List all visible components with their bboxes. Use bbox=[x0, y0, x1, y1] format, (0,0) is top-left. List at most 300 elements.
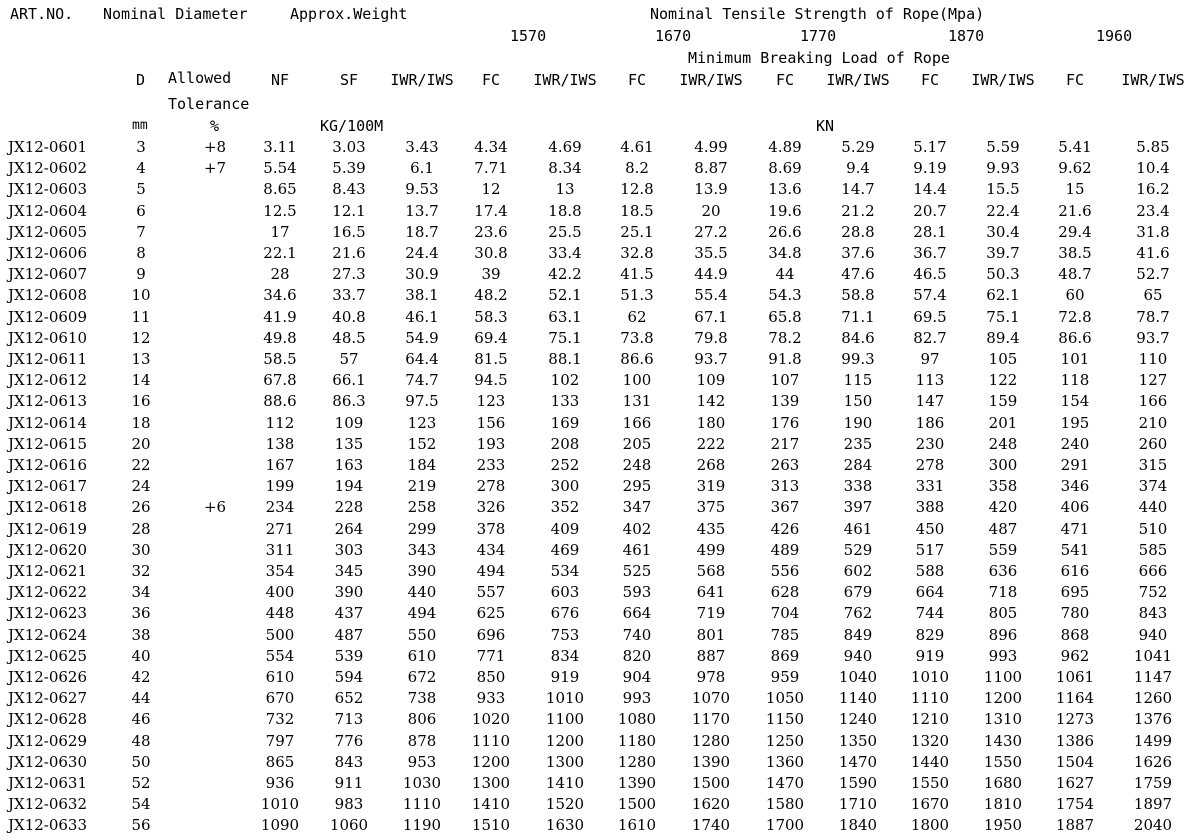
cell-value: 54.9 bbox=[405, 329, 439, 347]
cell-value: 190 bbox=[843, 414, 873, 432]
cell-value: 6.1 bbox=[410, 159, 434, 177]
header-col-sf: SF bbox=[340, 71, 359, 89]
cell-value: 176 bbox=[770, 414, 800, 432]
header-min-breaking: Minimum Breaking Load of Rope bbox=[688, 49, 950, 67]
cell-value: 42.2 bbox=[548, 265, 582, 283]
cell-value: 41.6 bbox=[1136, 244, 1170, 262]
cell-value: 953 bbox=[407, 753, 437, 771]
cell-value: 15.5 bbox=[986, 180, 1020, 198]
cell-value: 568 bbox=[696, 562, 726, 580]
cell-value: 133 bbox=[550, 392, 580, 410]
cell-value: 8.87 bbox=[694, 159, 728, 177]
cell-value: 23.6 bbox=[474, 223, 508, 241]
header-col-label: IWR/IWS bbox=[1121, 71, 1185, 89]
cell-value: 235 bbox=[843, 435, 873, 453]
cell-value: 695 bbox=[1060, 583, 1090, 601]
cell-value: 93.7 bbox=[1136, 329, 1170, 347]
cell-value: 625 bbox=[476, 604, 506, 622]
cell-art-no: JX12-0627 bbox=[8, 689, 88, 707]
cell-value: 1410 bbox=[545, 774, 585, 792]
cell-value: 31.8 bbox=[1136, 223, 1170, 241]
cell-value: 295 bbox=[622, 477, 652, 495]
cell-value: 367 bbox=[770, 498, 800, 516]
cell-value: 86.6 bbox=[620, 350, 654, 368]
cell-value: 1273 bbox=[1055, 710, 1095, 728]
cell-value: 21.6 bbox=[332, 244, 366, 262]
cell-value: 1050 bbox=[765, 689, 805, 707]
cell-diameter: 52 bbox=[131, 774, 151, 792]
cell-value: 1499 bbox=[1133, 732, 1173, 750]
cell-value: 744 bbox=[915, 604, 945, 622]
cell-value: 219 bbox=[407, 477, 437, 495]
cell-value: 44 bbox=[775, 265, 795, 283]
cell-diameter: 36 bbox=[131, 604, 151, 622]
cell-value: 284 bbox=[843, 456, 873, 474]
cell-diameter: 3 bbox=[136, 138, 146, 156]
cell-value: 62.1 bbox=[986, 286, 1020, 304]
cell-value: 9.93 bbox=[986, 159, 1020, 177]
cell-value: 46.1 bbox=[405, 308, 439, 326]
cell-value: 46.5 bbox=[913, 265, 947, 283]
cell-value: 4.69 bbox=[548, 138, 582, 156]
cell-art-no: JX12-0625 bbox=[8, 647, 88, 665]
cell-value: 1110 bbox=[471, 732, 511, 750]
cell-value: 52.7 bbox=[1136, 265, 1170, 283]
cell-value: 1680 bbox=[983, 774, 1023, 792]
cell-diameter: 46 bbox=[131, 710, 151, 728]
cell-value: 1280 bbox=[617, 753, 657, 771]
cell-value: 71.1 bbox=[841, 308, 875, 326]
cell-art-no: JX12-0632 bbox=[8, 795, 88, 813]
cell-value: 776 bbox=[334, 732, 364, 750]
cell-value: 20.7 bbox=[913, 202, 947, 220]
cell-value: 1300 bbox=[471, 774, 511, 792]
cell-value: 268 bbox=[696, 456, 726, 474]
cell-art-no: JX12-0621 bbox=[8, 562, 88, 580]
cell-value: 557 bbox=[476, 583, 506, 601]
cell-value: 184 bbox=[407, 456, 437, 474]
cell-value: 163 bbox=[334, 456, 364, 474]
cell-value: 345 bbox=[334, 562, 364, 580]
cell-value: 34.8 bbox=[768, 244, 802, 262]
cell-value: 1510 bbox=[471, 816, 511, 834]
cell-diameter: 12 bbox=[131, 329, 151, 347]
cell-value: 5.29 bbox=[841, 138, 875, 156]
cell-value: 91.8 bbox=[768, 350, 802, 368]
cell-value: 156 bbox=[476, 414, 506, 432]
cell-value: 1500 bbox=[617, 795, 657, 813]
cell-value: 28 bbox=[270, 265, 290, 283]
cell-value: 14.4 bbox=[913, 180, 947, 198]
cell-value: 9.4 bbox=[846, 159, 870, 177]
cell-value: 9.19 bbox=[913, 159, 947, 177]
cell-value: 22.1 bbox=[263, 244, 297, 262]
cell-value: 29.4 bbox=[1058, 223, 1092, 241]
cell-value: 300 bbox=[550, 477, 580, 495]
cell-value: 94.5 bbox=[474, 371, 508, 389]
header-strength-1770: 1770 bbox=[800, 27, 837, 45]
cell-value: 1100 bbox=[983, 668, 1023, 686]
cell-value: 525 bbox=[622, 562, 652, 580]
cell-value: 1350 bbox=[838, 732, 878, 750]
cell-value: 517 bbox=[915, 541, 945, 559]
cell-value: 107 bbox=[770, 371, 800, 389]
cell-value: 33.4 bbox=[548, 244, 582, 262]
cell-value: 39 bbox=[481, 265, 501, 283]
cell-diameter: 20 bbox=[131, 435, 151, 453]
cell-value: 843 bbox=[1138, 604, 1168, 622]
cell-value: 97 bbox=[920, 350, 940, 368]
cell-value: 593 bbox=[622, 583, 652, 601]
unit-kn: KN bbox=[816, 117, 835, 135]
cell-value: 1710 bbox=[838, 795, 878, 813]
cell-value: 1110 bbox=[402, 795, 442, 813]
cell-value: 461 bbox=[843, 520, 873, 538]
cell-value: 1950 bbox=[983, 816, 1023, 834]
cell-value: 4.34 bbox=[474, 138, 508, 156]
cell-value: 1620 bbox=[691, 795, 731, 813]
cell-value: 326 bbox=[476, 498, 506, 516]
cell-value: 41.9 bbox=[263, 308, 297, 326]
cell-value: 35.5 bbox=[694, 244, 728, 262]
cell-value: 271 bbox=[265, 520, 295, 538]
cell-value: 1040 bbox=[838, 668, 878, 686]
cell-art-no: JX12-0624 bbox=[8, 626, 88, 644]
cell-value: 30.9 bbox=[405, 265, 439, 283]
cell-value: 1250 bbox=[765, 732, 805, 750]
cell-value: 440 bbox=[1138, 498, 1168, 516]
cell-value: 1140 bbox=[838, 689, 878, 707]
cell-value: 1897 bbox=[1133, 795, 1173, 813]
cell-value: 1200 bbox=[983, 689, 1023, 707]
cell-value: 150 bbox=[843, 392, 873, 410]
cell-art-no: JX12-0626 bbox=[8, 668, 88, 686]
cell-value: 588 bbox=[915, 562, 945, 580]
cell-value: 1070 bbox=[691, 689, 731, 707]
cell-value: 940 bbox=[843, 647, 873, 665]
cell-value: 704 bbox=[770, 604, 800, 622]
header-col-nf: NF bbox=[271, 71, 290, 89]
cell-value: 48.5 bbox=[332, 329, 366, 347]
cell-value: 248 bbox=[622, 456, 652, 474]
cell-value: 66.1 bbox=[332, 371, 366, 389]
cell-value: 719 bbox=[696, 604, 726, 622]
cell-value: 313 bbox=[770, 477, 800, 495]
cell-diameter: 32 bbox=[131, 562, 151, 580]
cell-value: 21.2 bbox=[841, 202, 875, 220]
cell-value: 358 bbox=[988, 477, 1018, 495]
cell-value: 652 bbox=[334, 689, 364, 707]
cell-art-no: JX12-0622 bbox=[8, 583, 88, 601]
cell-value: 1386 bbox=[1055, 732, 1095, 750]
cell-value: 500 bbox=[265, 626, 295, 644]
cell-value: 347 bbox=[622, 498, 652, 516]
cell-value: 48.7 bbox=[1058, 265, 1092, 283]
cell-value: 461 bbox=[622, 541, 652, 559]
unit-mm: mm bbox=[132, 118, 148, 133]
cell-value: 1520 bbox=[545, 795, 585, 813]
cell-value: 69.4 bbox=[474, 329, 508, 347]
cell-value: 397 bbox=[843, 498, 873, 516]
cell-value: 112 bbox=[265, 414, 295, 432]
cell-value: 26.6 bbox=[768, 223, 802, 241]
cell-value: 1080 bbox=[617, 710, 657, 728]
cell-value: 904 bbox=[622, 668, 652, 686]
cell-value: 1390 bbox=[691, 753, 731, 771]
cell-value: 1754 bbox=[1055, 795, 1095, 813]
cell-value: 12.1 bbox=[332, 202, 366, 220]
cell-value: 1164 bbox=[1055, 689, 1095, 707]
cell-value: 32.8 bbox=[620, 244, 654, 262]
cell-value: 1310 bbox=[983, 710, 1023, 728]
cell-value: 44.9 bbox=[694, 265, 728, 283]
cell-value: 122 bbox=[988, 371, 1018, 389]
cell-diameter: 22 bbox=[131, 456, 151, 474]
cell-value: 27.3 bbox=[332, 265, 366, 283]
cell-diameter: 6 bbox=[136, 202, 146, 220]
cell-value: 319 bbox=[696, 477, 726, 495]
cell-value: 1887 bbox=[1055, 816, 1095, 834]
cell-diameter: 30 bbox=[131, 541, 151, 559]
cell-value: 12.5 bbox=[263, 202, 297, 220]
cell-value: 869 bbox=[770, 647, 800, 665]
cell-value: 1700 bbox=[765, 816, 805, 834]
cell-value: 3.03 bbox=[332, 138, 366, 156]
cell-value: 240 bbox=[1060, 435, 1090, 453]
cell-value: 352 bbox=[550, 498, 580, 516]
cell-art-no: JX12-0609 bbox=[8, 308, 88, 326]
cell-art-no: JX12-0606 bbox=[8, 244, 88, 262]
cell-value: 616 bbox=[1060, 562, 1090, 580]
cell-value: 471 bbox=[1060, 520, 1090, 538]
cell-value: 57 bbox=[339, 350, 359, 368]
cell-value: 299 bbox=[407, 520, 437, 538]
cell-value: 1200 bbox=[471, 753, 511, 771]
cell-value: 303 bbox=[334, 541, 364, 559]
cell-art-no: JX12-0617 bbox=[8, 477, 88, 495]
cell-value: 233 bbox=[476, 456, 506, 474]
cell-value: 315 bbox=[1138, 456, 1168, 474]
cell-value: 81.5 bbox=[474, 350, 508, 368]
cell-value: 99.3 bbox=[841, 350, 875, 368]
cell-value: 805 bbox=[988, 604, 1018, 622]
cell-value: 406 bbox=[1060, 498, 1090, 516]
cell-value: 75.1 bbox=[986, 308, 1020, 326]
cell-value: 123 bbox=[407, 414, 437, 432]
cell-value: 641 bbox=[696, 583, 726, 601]
cell-value: 346 bbox=[1060, 477, 1090, 495]
cell-value: 1500 bbox=[691, 774, 731, 792]
cell-value: 131 bbox=[622, 392, 652, 410]
cell-value: 911 bbox=[334, 774, 364, 792]
cell-value: 940 bbox=[1138, 626, 1168, 644]
cell-diameter: 54 bbox=[131, 795, 151, 813]
cell-value: 8.34 bbox=[548, 159, 582, 177]
cell-value: 388 bbox=[915, 498, 945, 516]
cell-value: 278 bbox=[915, 456, 945, 474]
cell-value: 260 bbox=[1138, 435, 1168, 453]
cell-diameter: 16 bbox=[131, 392, 151, 410]
cell-value: 3.43 bbox=[405, 138, 439, 156]
cell-value: 402 bbox=[622, 520, 652, 538]
cell-diameter: 4 bbox=[136, 159, 146, 177]
cell-value: 450 bbox=[915, 520, 945, 538]
cell-art-no: JX12-0605 bbox=[8, 223, 88, 241]
cell-value: 556 bbox=[770, 562, 800, 580]
cell-value: 409 bbox=[550, 520, 580, 538]
cell-value: 1627 bbox=[1055, 774, 1095, 792]
cell-value: 28.1 bbox=[913, 223, 947, 241]
cell-art-no: JX12-0618 bbox=[8, 498, 88, 516]
cell-art-no: JX12-0614 bbox=[8, 414, 88, 432]
header-col-allowed: Allowed bbox=[168, 69, 232, 87]
cell-value: 550 bbox=[407, 626, 437, 644]
cell-value: 154 bbox=[1060, 392, 1090, 410]
cell-value: 666 bbox=[1138, 562, 1168, 580]
cell-value: 248 bbox=[988, 435, 1018, 453]
cell-diameter: 42 bbox=[131, 668, 151, 686]
cell-value: 983 bbox=[334, 795, 364, 813]
cell-value: 850 bbox=[476, 668, 506, 686]
cell-value: 636 bbox=[988, 562, 1018, 580]
cell-value: 88.1 bbox=[548, 350, 582, 368]
cell-value: 753 bbox=[550, 626, 580, 644]
cell-art-no: JX12-0612 bbox=[8, 371, 88, 389]
cell-value: 331 bbox=[915, 477, 945, 495]
cell-value: 354 bbox=[265, 562, 295, 580]
cell-value: 797 bbox=[265, 732, 295, 750]
cell-value: 33.7 bbox=[332, 286, 366, 304]
cell-value: 166 bbox=[1138, 392, 1168, 410]
cell-value: 1240 bbox=[838, 710, 878, 728]
cell-diameter: 11 bbox=[131, 308, 151, 326]
cell-value: 426 bbox=[770, 520, 800, 538]
cell-value: 962 bbox=[1060, 647, 1090, 665]
cell-value: 291 bbox=[1060, 456, 1090, 474]
cell-value: 58.8 bbox=[841, 286, 875, 304]
cell-value: 22.4 bbox=[986, 202, 1020, 220]
cell-value: 1150 bbox=[765, 710, 805, 728]
cell-value: 5.85 bbox=[1136, 138, 1170, 156]
cell-value: 1170 bbox=[691, 710, 731, 728]
cell-value: 58.5 bbox=[263, 350, 297, 368]
cell-value: 1010 bbox=[910, 668, 950, 686]
cell-value: 1190 bbox=[402, 816, 442, 834]
cell-value: 539 bbox=[334, 647, 364, 665]
cell-value: 65.8 bbox=[768, 308, 802, 326]
cell-value: 167 bbox=[265, 456, 295, 474]
cell-value: 1610 bbox=[617, 816, 657, 834]
cell-value: 732 bbox=[265, 710, 295, 728]
cell-value: 13 bbox=[555, 180, 575, 198]
cell-art-no: JX12-0619 bbox=[8, 520, 88, 538]
cell-diameter: 14 bbox=[131, 371, 151, 389]
cell-value: 186 bbox=[915, 414, 945, 432]
header-strength-1670: 1670 bbox=[655, 27, 692, 45]
cell-value: 27.2 bbox=[694, 223, 728, 241]
cell-value: 62 bbox=[627, 308, 647, 326]
cell-value: 378 bbox=[476, 520, 506, 538]
cell-value: 60 bbox=[1065, 286, 1085, 304]
cell-value: 4.89 bbox=[768, 138, 802, 156]
cell-value: 487 bbox=[334, 626, 364, 644]
cell-value: 86.3 bbox=[332, 392, 366, 410]
unit-kg-per-100m: KG/100M bbox=[320, 117, 384, 135]
cell-value: 14.7 bbox=[841, 180, 875, 198]
cell-art-no: JX12-0616 bbox=[8, 456, 88, 474]
cell-value: 1180 bbox=[617, 732, 657, 750]
header-tensile-title: Nominal Tensile Strength of Rope(Mpa) bbox=[650, 5, 985, 23]
cell-value: 78.2 bbox=[768, 329, 802, 347]
cell-tolerance: +8 bbox=[203, 138, 227, 156]
cell-art-no: JX12-0603 bbox=[8, 180, 88, 198]
cell-value: 1030 bbox=[402, 774, 442, 792]
cell-value: 585 bbox=[1138, 541, 1168, 559]
cell-value: 113 bbox=[915, 371, 945, 389]
cell-value: 849 bbox=[843, 626, 873, 644]
cell-art-no: JX12-0604 bbox=[8, 202, 88, 220]
cell-value: 5.39 bbox=[332, 159, 366, 177]
cell-art-no: JX12-0628 bbox=[8, 710, 88, 728]
cell-value: 374 bbox=[1138, 477, 1168, 495]
cell-value: 1100 bbox=[545, 710, 585, 728]
cell-value: 82.7 bbox=[913, 329, 947, 347]
cell-value: 73.8 bbox=[620, 329, 654, 347]
cell-value: 780 bbox=[1060, 604, 1090, 622]
cell-value: 676 bbox=[550, 604, 580, 622]
cell-tolerance: +6 bbox=[203, 498, 227, 516]
header-col-label: IWR/IWS bbox=[826, 71, 890, 89]
cell-value: 49.8 bbox=[263, 329, 297, 347]
cell-diameter: 44 bbox=[131, 689, 151, 707]
cell-value: 208 bbox=[550, 435, 580, 453]
cell-value: 448 bbox=[265, 604, 295, 622]
header-col-label: FC bbox=[481, 71, 501, 89]
cell-value: 228 bbox=[334, 498, 364, 516]
cell-value: 48.2 bbox=[474, 286, 508, 304]
cell-value: 86.6 bbox=[1058, 329, 1092, 347]
cell-art-no: JX12-0620 bbox=[8, 541, 88, 559]
cell-value: 38.5 bbox=[1058, 244, 1092, 262]
cell-value: 16.5 bbox=[332, 223, 366, 241]
cell-value: 738 bbox=[407, 689, 437, 707]
cell-value: 664 bbox=[622, 604, 652, 622]
cell-art-no: JX12-0613 bbox=[8, 392, 88, 410]
cell-value: 1580 bbox=[765, 795, 805, 813]
cell-value: 1759 bbox=[1133, 774, 1173, 792]
header-approx-weight: Approx.Weight bbox=[290, 5, 408, 23]
cell-value: 1800 bbox=[910, 816, 950, 834]
cell-value: 64.4 bbox=[405, 350, 439, 368]
cell-value: 10.4 bbox=[1136, 159, 1170, 177]
cell-value: 5.41 bbox=[1058, 138, 1092, 156]
cell-value: 933 bbox=[476, 689, 506, 707]
cell-value: 1090 bbox=[260, 816, 300, 834]
cell-value: 1390 bbox=[617, 774, 657, 792]
cell-value: 234 bbox=[265, 498, 295, 516]
cell-value: 67.8 bbox=[263, 371, 297, 389]
cell-value: 115 bbox=[843, 371, 873, 389]
cell-value: 78.7 bbox=[1136, 308, 1170, 326]
cell-value: 166 bbox=[622, 414, 652, 432]
cell-value: 142 bbox=[696, 392, 726, 410]
cell-value: 541 bbox=[1060, 541, 1090, 559]
cell-value: 230 bbox=[915, 435, 945, 453]
header-strength-1570: 1570 bbox=[510, 27, 547, 45]
cell-value: 594 bbox=[334, 668, 364, 686]
cell-art-no: JX12-0623 bbox=[8, 604, 88, 622]
cell-value: 1440 bbox=[910, 753, 950, 771]
